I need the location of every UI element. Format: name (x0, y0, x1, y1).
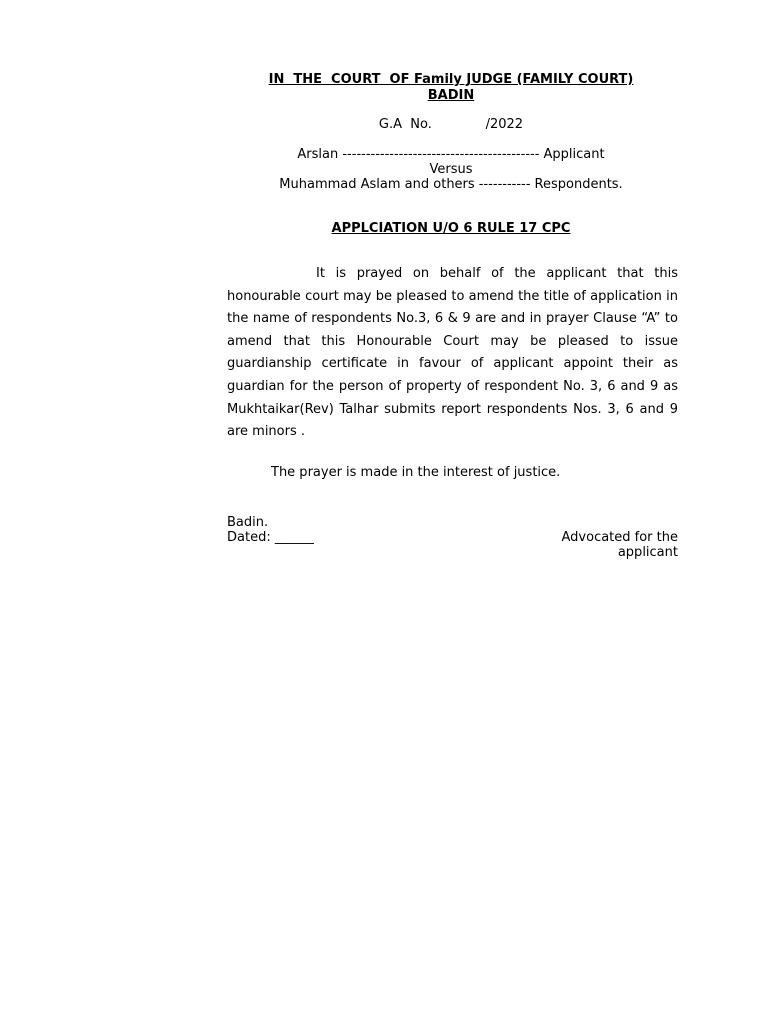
prayer-closing: The prayer is made in the interest of justice. (271, 465, 561, 480)
application-heading: APPLCIATION U/O 6 RULE 17 CPC (331, 221, 571, 236)
place-label: Badin. (227, 515, 269, 530)
versus-label: Versus (429, 162, 473, 177)
court-title-line-2: BADIN (427, 88, 475, 103)
dated-label: Dated: ______ (227, 530, 314, 545)
case-number: G.A No. /2022 (378, 117, 524, 132)
advocate-signature-block (478, 530, 678, 560)
application-body: It is prayed on behalf of the applicant that this honourable court may be pleased to amend the title of application in the name of respondents No.3, 6 & 9 are and in prayer Clause “A” to amend that this Honourable Court may be pleased to issue guardianship certificate in favour of applicant appoint their as guardian for the person of property of respondent No. 3, 6 and 9 as Mukhtaikar(Rev) Talhar submits report respondents Nos. 3, 6 and 9 are minors . (227, 266, 678, 440)
advocate-line-1: Advocated for the (561, 530, 678, 545)
court-title-line-1: IN THE COURT OF Family JUDGE (FAMILY COURT) (268, 72, 634, 87)
parties-applicant-line: Arslan ------------------------------------------ Applicant (297, 147, 605, 162)
parties-respondents-line: Muhammad Aslam and others ----------- Respondents. (279, 177, 623, 192)
advocate-line-2: applicant (617, 545, 678, 560)
court-title (200, 72, 702, 104)
